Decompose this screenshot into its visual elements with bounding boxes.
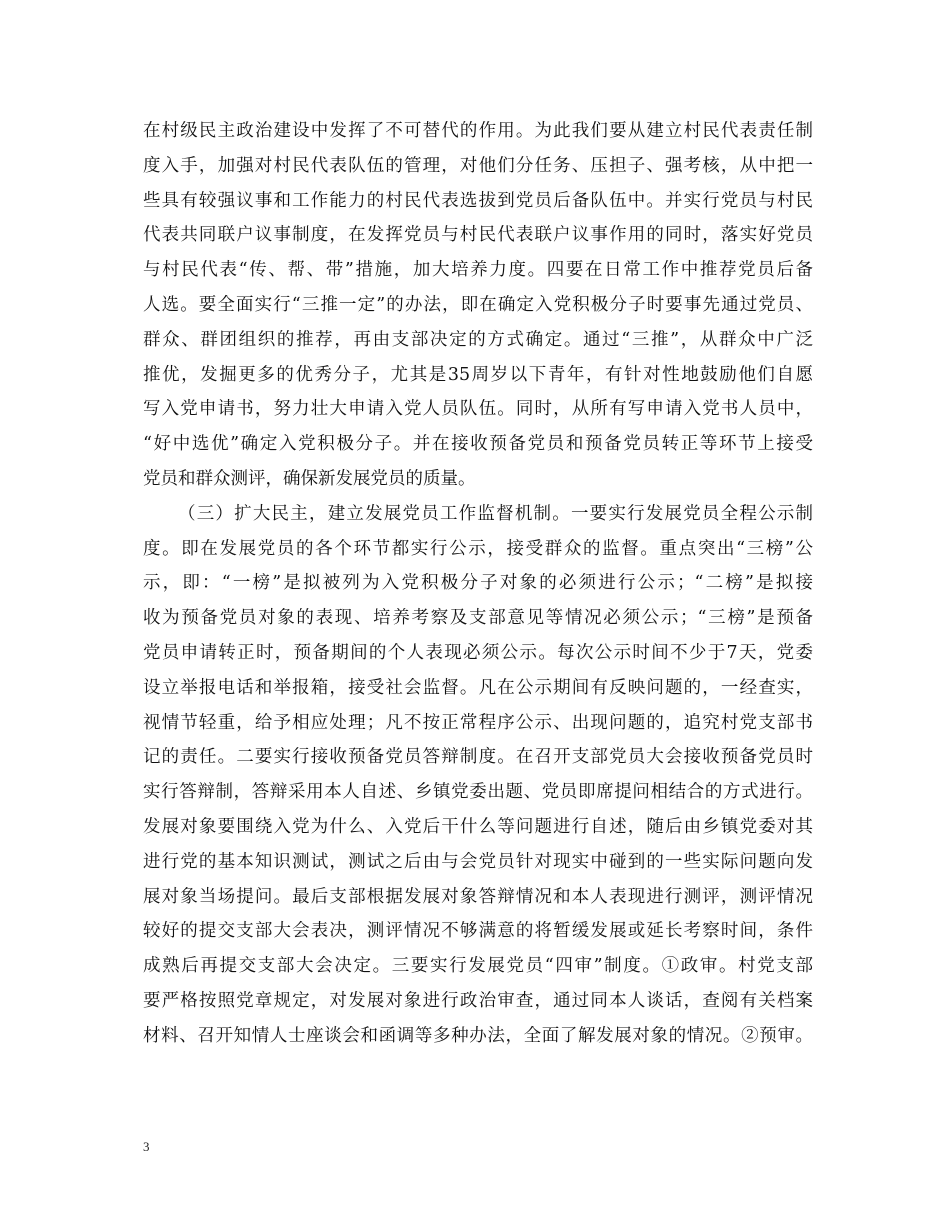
page-number: 3 <box>143 1139 150 1154</box>
text-line: 人选。要全面实行“三推一定”的办法，即在确定入党积极分子时要事先通过党员、 <box>143 294 813 315</box>
text-line: 成熟后再提交支部大会决定。三要实行发展党员“四审”制度。①政审。村党支部 <box>143 956 813 977</box>
body-text <box>143 114 813 1054</box>
text-line: 在村级民主政治建设中发挥了不可替代的作用。为此我们要从建立村民代表责任制 <box>143 121 813 141</box>
text-line: 较好的提交支部大会表决，测评情况不够满意的将暂缓发展或延长考察时间，条件 <box>143 921 813 942</box>
text-line: 实行答辩制，答辩采用本人自述、乡镇党委出题、党员即席提问相结合的方式进行。 <box>143 782 813 803</box>
paragraph-2 <box>143 497 813 1054</box>
text-line: 发展对象要围绕入党为什么、入党后干什么等问题进行自述，随后由乡镇党委对其 <box>143 816 813 837</box>
text-line: 收为预备党员对象的表现、培养考察及支部意见等情况必须公示；“三榜”是预备 <box>143 608 813 629</box>
text-line: 写入党申请书，努力壮大申请入党人员队伍。同时，从所有写申请入党书人员中， <box>143 399 813 420</box>
text-line: 与村民代表“传、帮、带”措施，加大培养力度。四要在日常工作中推荐党员后备 <box>143 260 813 281</box>
text-line: 度。即在发展党员的各个环节都实行公示，接受群众的监督。重点突出“三榜”公 <box>143 538 813 559</box>
text-line: 党员和群众测评，确保新发展党员的质量。 <box>143 468 476 489</box>
text-line: 展对象当场提问。最后支部根据发展对象答辩情况和本人表现进行测评，测评情况 <box>143 886 813 907</box>
text-line: 推优，发掘更多的优秀分子，尤其是35周岁以下青年，有针对性地鼓励他们自愿 <box>143 364 813 385</box>
text-line: 要严格按照党章规定，对发展对象进行政治审查，通过同本人谈话，查阅有关档案 <box>143 990 813 1011</box>
text-line: 进行党的基本知识测试，测试之后由与会党员针对现实中碰到的一些实际问题向发 <box>143 851 813 872</box>
paragraph-1 <box>143 114 813 497</box>
text-line: 群众、群团组织的推荐，再由支部决定的方式确定。通过“三推”，从群众中广泛 <box>143 329 813 350</box>
text-line: 些具有较强议事和工作能力的村民代表选拔到党员后备队伍中。并实行党员与村民 <box>143 190 813 211</box>
text-line: 度入手，加强对村民代表队伍的管理，对他们分任务、压担子、强考核，从中把一 <box>143 155 813 176</box>
text-line: 视情节轻重，给予相应处理；凡不按正常程序公示、出现问题的，追究村党支部书 <box>143 712 813 733</box>
text-line: 记的责任。二要实行接收预备党员答辩制度。在召开支部党员大会接收预备党员时 <box>143 747 813 768</box>
text-line: （三）扩大民主，建立发展党员工作监督机制。一要实行发展党员全程公示制 <box>178 503 813 524</box>
text-line: 设立举报电话和举报箱，接受社会监督。凡在公示期间有反映问题的，一经查实， <box>143 677 813 698</box>
text-line: 材料、召开知情人士座谈会和函调等多种办法，全面了解发展对象的情况。②预审。 <box>143 1025 813 1046</box>
text-line: 代表共同联户议事制度，在发挥党员与村民代表联户议事作用的同时，落实好党员 <box>143 225 813 246</box>
text-line: 党员申请转正时，预备期间的个人表现必须公示。每次公示时间不少于7天，党委 <box>143 642 813 663</box>
text-line: “好中选优”确定入党积极分子。并在接收预备党员和预备党员转正等环节上接受 <box>143 434 813 455</box>
text-line: 示，即：“一榜”是拟被列为入党积极分子对象的必须进行公示；“二榜”是拟接 <box>143 573 813 594</box>
